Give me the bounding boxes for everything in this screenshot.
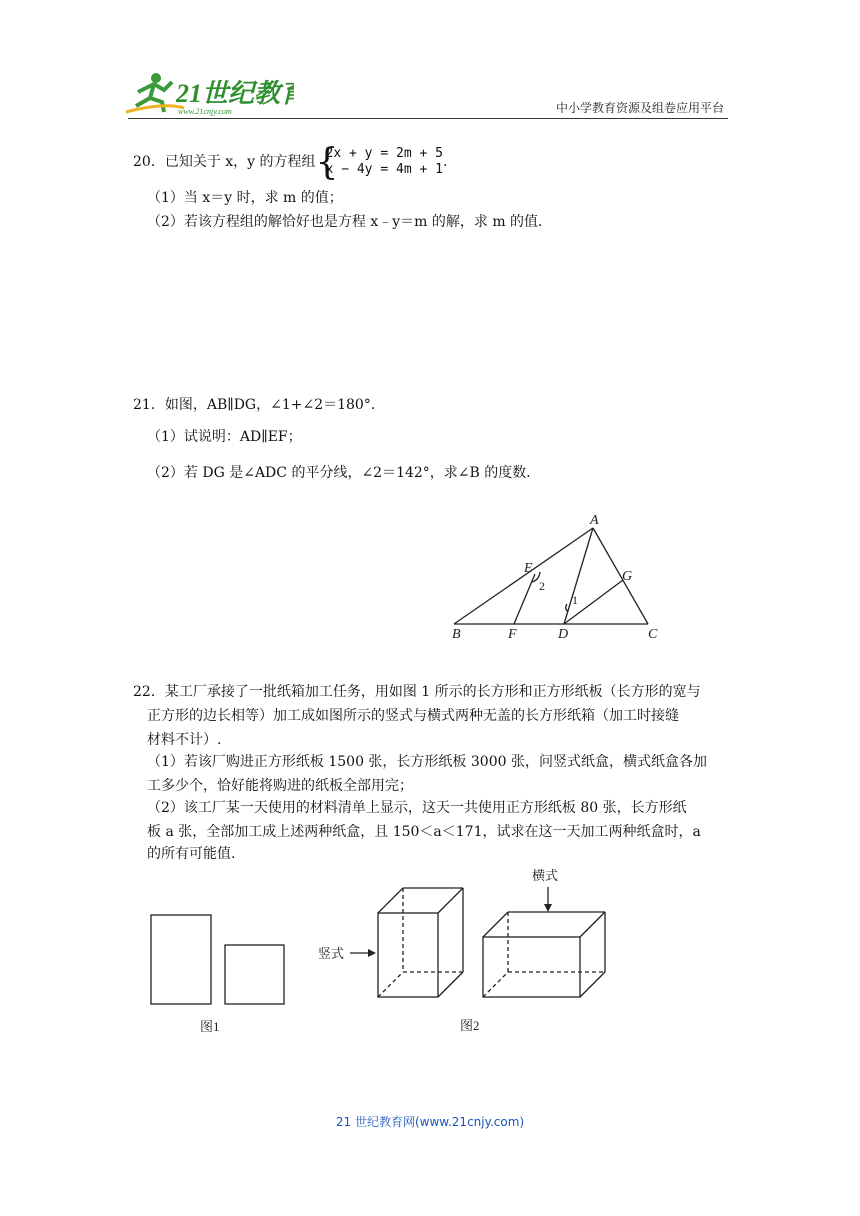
site-logo (124, 72, 294, 122)
q20-period: . (442, 154, 448, 170)
q20-part1: （1）当 x＝y 时，求 m 的值； (147, 190, 343, 206)
q22-part2-line1: （2）该工厂某一天使用的材料清单上显示，这天一共使用正方形纸板 80 张，长方形纸 (147, 800, 687, 816)
q22-part2-line2: 板 a 张，全部加工成上述两种纸盒，且 150＜a＜171，试求在这一天加工两种纸盒时，a (147, 824, 701, 840)
q22-stem-line2: 正方形的边长相等）加工成如图所示的竖式与横式两种无盖的长方形纸箱（加工时接缝 (147, 708, 679, 724)
vertical-box (378, 888, 463, 997)
header-divider (128, 118, 728, 119)
line-ac (593, 528, 648, 624)
triangle-figure (440, 510, 680, 650)
figure-2-caption: 图2 (460, 1018, 480, 1033)
label-e: E (524, 561, 533, 576)
q20-stem (133, 142, 448, 183)
footer-link[interactable]: 21 世纪教育网(www.21cnjy.com) (335, 1115, 525, 1129)
equation-2: x − 4y = 4m + 1 (325, 162, 443, 177)
q21-part2: （2）若 DG 是∠ADC 的平分线，∠2＝142°，求∠B 的度数． (147, 465, 541, 481)
equation-1: 2x + y = 2m + 5 (325, 146, 443, 161)
line-ba (454, 528, 593, 624)
horizontal-label: 横式 (532, 868, 559, 883)
q20-part2: （2）若该方程组的解恰好也是方程 x﹣y＝m 的解，求 m 的值． (147, 214, 553, 230)
horizontal-box (483, 912, 605, 997)
q22-stem-line1 (133, 682, 701, 702)
header-platform-text: 中小学教育资源及组卷应用平台 (555, 101, 724, 115)
q22-line1-text: 某工厂承接了一批纸箱加工任务，用如图 1 所示的长方形和正方形纸板（长方形的宽与 (164, 684, 701, 700)
logo-text: 21世纪教育 (176, 79, 294, 108)
horizontal-arrowhead-icon (544, 904, 552, 912)
q21-stem (133, 395, 385, 415)
q20-number: 20． (133, 154, 165, 170)
label-d: D (558, 627, 569, 642)
square-board (225, 945, 284, 1004)
q21-part1: （1）试说明：AD∥EF； (147, 429, 302, 445)
q20-stem-text: 已知关于 x，y 的方程组 (164, 154, 316, 170)
label-angle-1: 1 (572, 593, 578, 607)
runner-logo-icon (124, 72, 294, 118)
q22-part2-line3: 的所有可能值. (147, 846, 236, 862)
logo-url-text: www.21cnjy.com (178, 107, 232, 116)
q22-part1-line1: （1）若该厂购进正方形纸板 1500 张，长方形纸板 3000 张，问竖式纸盒，横式纸盒各加 (147, 754, 707, 770)
line-ad (564, 528, 593, 624)
q22-stem-line3: 材料不计）. (147, 732, 222, 748)
equation-system: { 2x + y = 2m + 5 x − 4y = 4m + 1 (315, 142, 443, 183)
label-a: A (590, 513, 599, 528)
label-c: C (648, 627, 658, 642)
q22-part1-line2: 工多少个，恰好能将购进的纸板全部用完； (147, 778, 413, 794)
figure-1 (140, 905, 300, 1035)
label-f: F (508, 627, 517, 642)
angle-1-arc (566, 604, 568, 612)
q21-number: 21． (133, 397, 165, 413)
q22-number: 22． (133, 684, 165, 700)
figure-2 (310, 860, 620, 1035)
rectangle-board (151, 915, 211, 1004)
q21-stem-text: 如图，AB∥DG，∠1+∠2＝180°． (164, 397, 385, 413)
label-b: B (452, 627, 461, 642)
label-angle-2: 2 (539, 579, 545, 593)
vertical-label: 竖式 (318, 946, 345, 961)
line-ef (514, 574, 535, 624)
label-g: G (622, 569, 633, 584)
figure-1-caption: 图1 (200, 1019, 220, 1034)
vertical-arrowhead-icon (368, 949, 376, 957)
